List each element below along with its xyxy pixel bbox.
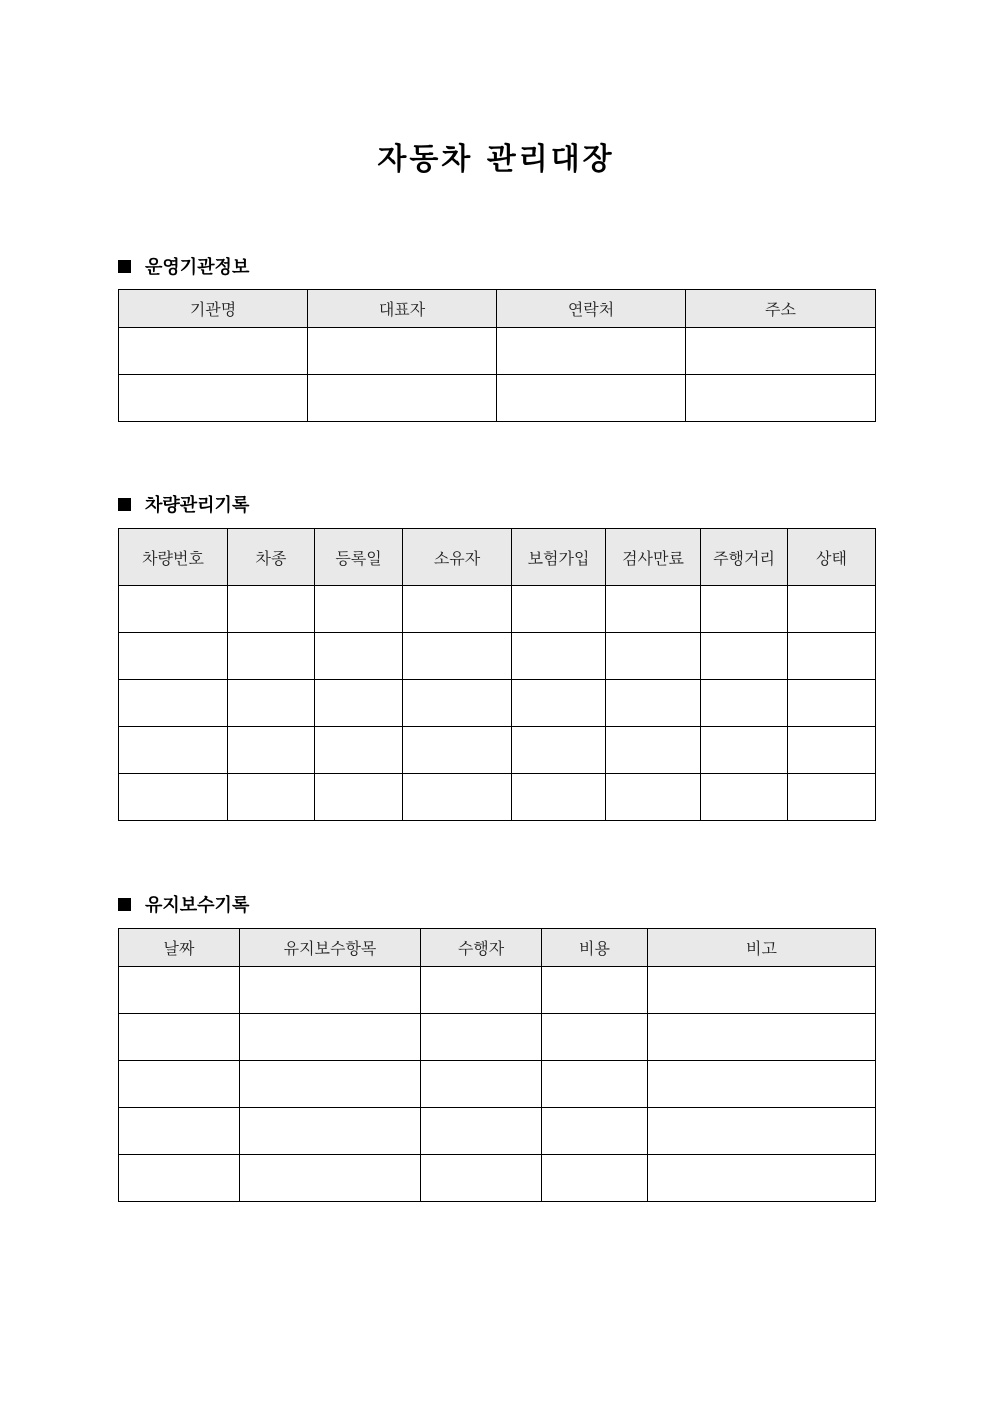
square-bullet-icon — [118, 898, 131, 911]
table-cell[interactable] — [119, 1108, 240, 1155]
table-cell[interactable] — [403, 680, 512, 727]
table-cell[interactable] — [240, 1108, 421, 1155]
column-header: 상태 — [788, 529, 876, 586]
table-cell[interactable] — [119, 1014, 240, 1061]
table-cell[interactable] — [648, 1155, 876, 1202]
table-cell[interactable] — [240, 1155, 421, 1202]
table-cell[interactable] — [606, 774, 701, 821]
table-cell[interactable] — [701, 633, 788, 680]
table-cell[interactable] — [403, 586, 512, 633]
column-header: 연락처 — [497, 290, 686, 328]
table-cell[interactable] — [240, 967, 421, 1014]
table-row — [119, 680, 876, 727]
table-cell[interactable] — [421, 1155, 542, 1202]
table-cell[interactable] — [512, 727, 606, 774]
section-heading-vehicle-records — [118, 491, 249, 517]
table-cell[interactable] — [228, 680, 315, 727]
table-cell[interactable] — [648, 1108, 876, 1155]
table-cell[interactable] — [421, 967, 542, 1014]
table-cell[interactable] — [119, 727, 228, 774]
table-row — [119, 727, 876, 774]
table-cell[interactable] — [542, 967, 648, 1014]
table-cell[interactable] — [701, 680, 788, 727]
table-cell[interactable] — [648, 1014, 876, 1061]
table-row — [119, 1108, 876, 1155]
table-row — [119, 375, 876, 422]
table-cell[interactable] — [119, 375, 308, 422]
column-header: 대표자 — [308, 290, 497, 328]
table-row — [119, 774, 876, 821]
table-cell[interactable] — [648, 1061, 876, 1108]
section-heading-label: 차량관리기록 — [145, 495, 250, 516]
table-cell[interactable] — [542, 1155, 648, 1202]
table-cell[interactable] — [606, 727, 701, 774]
column-header: 차량번호 — [119, 529, 228, 586]
table-cell[interactable] — [228, 727, 315, 774]
table-cell[interactable] — [497, 328, 686, 375]
column-header: 유지보수항목 — [240, 929, 421, 967]
table-row — [119, 967, 876, 1014]
column-header: 등록일 — [315, 529, 403, 586]
column-header: 수행자 — [421, 929, 542, 967]
column-header: 비고 — [648, 929, 876, 967]
table-cell[interactable] — [240, 1061, 421, 1108]
table-cell[interactable] — [119, 633, 228, 680]
table-cell[interactable] — [119, 328, 308, 375]
table-cell[interactable] — [315, 774, 403, 821]
table-cell[interactable] — [512, 586, 606, 633]
table-cell[interactable] — [701, 774, 788, 821]
square-bullet-icon — [118, 260, 131, 273]
table-cell[interactable] — [542, 1108, 648, 1155]
table-cell[interactable] — [788, 633, 876, 680]
table-cell[interactable] — [788, 727, 876, 774]
table-cell[interactable] — [421, 1061, 542, 1108]
table-cell[interactable] — [686, 375, 876, 422]
table-cell[interactable] — [315, 586, 403, 633]
table-cell[interactable] — [497, 375, 686, 422]
table-cell[interactable] — [542, 1014, 648, 1061]
table-cell[interactable] — [308, 375, 497, 422]
table-cell[interactable] — [315, 633, 403, 680]
table-cell[interactable] — [701, 586, 788, 633]
column-header: 주행거리 — [701, 529, 788, 586]
table-cell[interactable] — [512, 774, 606, 821]
table-cell[interactable] — [119, 1061, 240, 1108]
table-cell[interactable] — [119, 967, 240, 1014]
org-info-table — [118, 289, 876, 422]
column-header: 기관명 — [119, 290, 308, 328]
section-heading-maintenance-records — [118, 891, 249, 917]
table-cell[interactable] — [512, 633, 606, 680]
maintenance-records-table — [118, 928, 876, 1202]
table-header-row — [119, 290, 876, 328]
column-header: 보험가입 — [512, 529, 606, 586]
vehicle-records-table — [118, 528, 876, 821]
document-title: 자동차 관리대장 — [377, 142, 615, 177]
table-cell[interactable] — [119, 680, 228, 727]
table-cell[interactable] — [403, 633, 512, 680]
table-cell[interactable] — [308, 328, 497, 375]
table-cell[interactable] — [421, 1014, 542, 1061]
table-cell[interactable] — [119, 586, 228, 633]
table-cell[interactable] — [119, 774, 228, 821]
column-header: 날짜 — [119, 929, 240, 967]
table-cell[interactable] — [788, 586, 876, 633]
column-header: 소유자 — [403, 529, 512, 586]
table-cell[interactable] — [228, 586, 315, 633]
table-cell[interactable] — [606, 586, 701, 633]
table-row — [119, 1014, 876, 1061]
table-cell[interactable] — [119, 1155, 240, 1202]
table-cell[interactable] — [228, 633, 315, 680]
table-header-row — [119, 529, 876, 586]
table-cell[interactable] — [606, 633, 701, 680]
table-cell[interactable] — [403, 774, 512, 821]
table-cell[interactable] — [315, 727, 403, 774]
column-header: 검사만료 — [606, 529, 701, 586]
table-row — [119, 633, 876, 680]
table-cell[interactable] — [648, 967, 876, 1014]
column-header: 비용 — [542, 929, 648, 967]
table-cell[interactable] — [542, 1061, 648, 1108]
square-bullet-icon — [118, 498, 131, 511]
table-row — [119, 1155, 876, 1202]
table-row — [119, 586, 876, 633]
table-cell[interactable] — [315, 680, 403, 727]
table-cell[interactable] — [512, 680, 606, 727]
table-cell[interactable] — [228, 774, 315, 821]
table-cell[interactable] — [701, 727, 788, 774]
table-cell[interactable] — [788, 680, 876, 727]
table-row — [119, 1061, 876, 1108]
column-header: 차종 — [228, 529, 315, 586]
column-header: 주소 — [686, 290, 876, 328]
table-cell[interactable] — [403, 727, 512, 774]
table-cell[interactable] — [606, 680, 701, 727]
table-cell[interactable] — [421, 1108, 542, 1155]
table-cell[interactable] — [686, 328, 876, 375]
table-header-row — [119, 929, 876, 967]
section-heading-label: 운영기관정보 — [145, 257, 250, 278]
section-heading-org-info — [118, 253, 249, 279]
section-heading-label: 유지보수기록 — [145, 895, 250, 916]
table-cell[interactable] — [240, 1014, 421, 1061]
table-row — [119, 328, 876, 375]
table-cell[interactable] — [788, 774, 876, 821]
